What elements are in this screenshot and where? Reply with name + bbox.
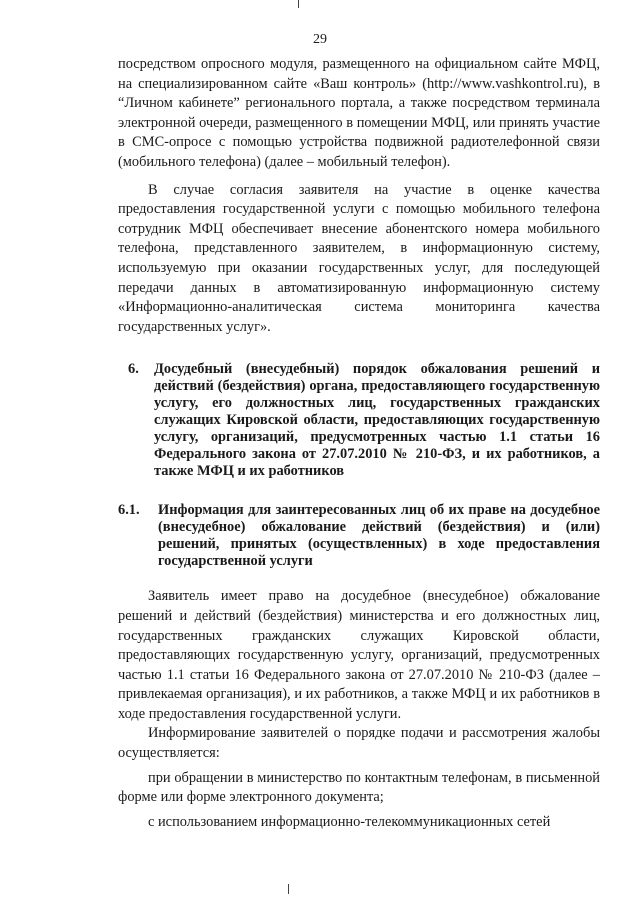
paragraph-appeal-right: Заявитель имеет право на досудебное (внесудебное) обжалование решений и действий (бездействия) министерства и его должностных лиц, государственных гражданских служащих Кировской области, предоставляющих государственную услугу, организаций, предусмотренных частью 1.1 статьи 16 Федерального закона от 27.07.2010 № 210-ФЗ (далее – привлекаемая организация), и их работников, а также МФЦ и их работников в ходе предоставления государственной услуги. (118, 588, 600, 722)
section-6-1-title: Информация для заинтересованных лиц об их праве на досудебное (внесудебное) обжалование действий (бездействия) и (или) решений, принятых (осуществленных) в ходе предоставления государственной услуги (158, 502, 600, 570)
paragraph-networks: с использованием информационно-телекоммуникационных сетей (148, 813, 551, 830)
paragraph-informing: Информирование заявителей о порядке подачи и рассмотрения жалобы осуществляется: (118, 725, 600, 762)
section-6-1-heading (118, 502, 600, 570)
section-6-title: Досудебный (внесудебный) порядок обжалования решений и действий (бездействия) органа, предоставляющего государственную услугу, его должностных лиц, государственных гражданских служащих Кировской области, предоставляющих государственную услугу, организаций, предусмотренных частью 1.1 статьи 16 Федерального закона от 27.07.2010 № 210-ФЗ, и их работников, а также МФЦ и их работников (154, 361, 600, 480)
scan-artifact-mark (298, 0, 299, 8)
section-6-heading (128, 361, 600, 480)
paragraph-mobile-consent: В случае согласия заявителя на участие в оценке качества предоставления государственной услуги с помощью мобильного телефона сотрудник МФЦ обеспечивает внесение абонентского номера мобильного телефона, представленного заявителем, в информационную систему, используемую при оказании государственных услуг, для последующей передачи данных в автоматизированную информационную систему «Информационно-аналитическая система мониторинга качества государственных услуг». (118, 181, 600, 335)
paragraph-survey-channels: посредством опросного модуля, размещенного на официальном сайте МФЦ, на специализированном сайте «Ваш контроль» (http://www.vashkontrol.ru), в “Личном кабинете” регионального портала, а также посредством терминала электронной очереди, размещенного в помещении МФЦ, или принять участие в СМС-опросе с помощью устройства подвижной радиотелефонной связи (мобильного телефона) (далее – мобильный телефон). (118, 56, 600, 170)
scan-artifact-mark (288, 884, 289, 894)
section-6-number: 6. (128, 361, 139, 378)
paragraph-ministry-contact: при обращении в министерство по контактным телефонам, в письменной форме или форме электронного документа; (118, 769, 600, 806)
page-number: 29 (313, 32, 327, 47)
section-6-1-number: 6.1. (118, 502, 140, 519)
document-body (118, 55, 600, 832)
